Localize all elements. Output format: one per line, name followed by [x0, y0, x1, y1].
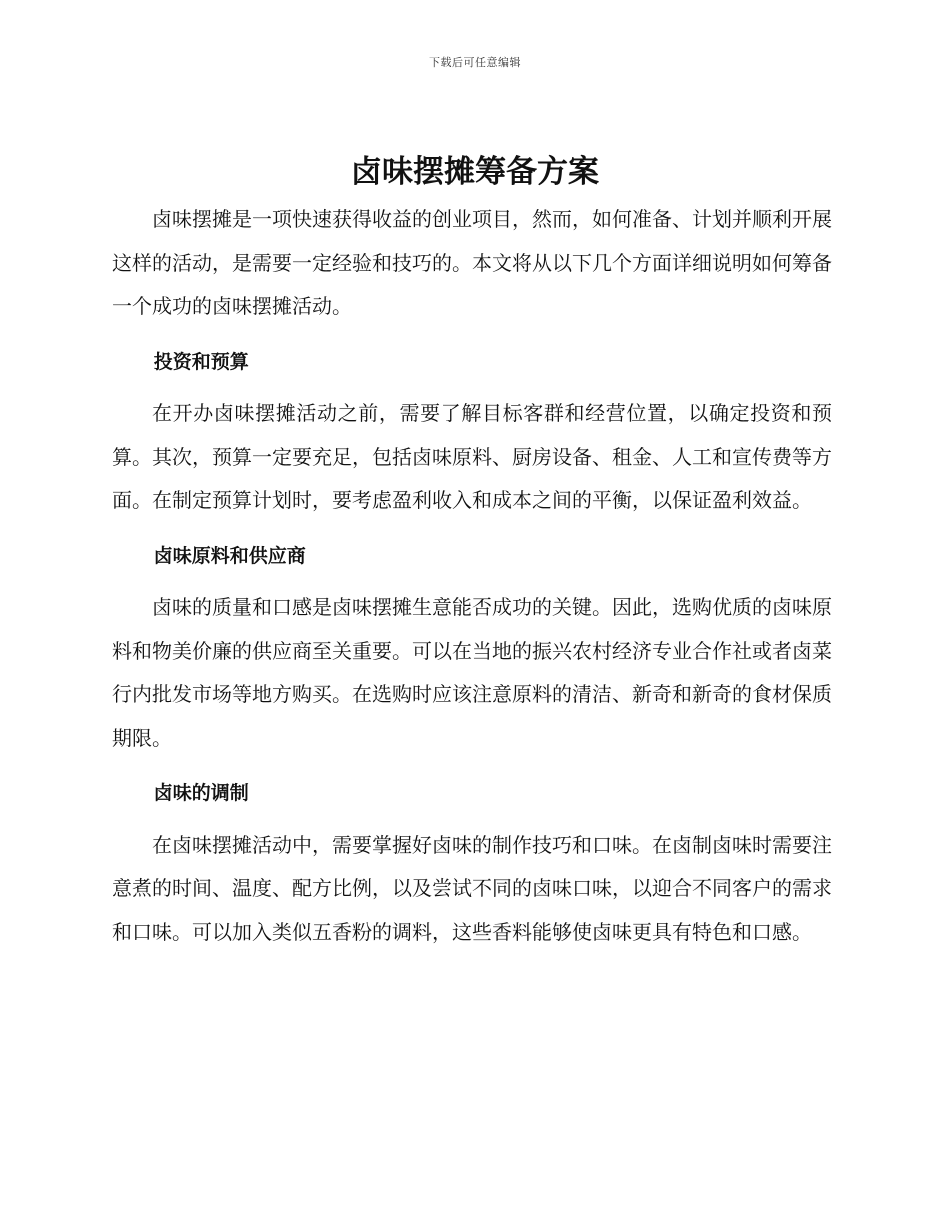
- page-header-note: 下载后可任意编辑: [429, 56, 521, 69]
- section-paragraph-investment: 在开办卤味摆摊活动之前，需要了解目标客群和经营位置，以确定投资和预算。其次，预算一定要充足，包括卤味原料、厨房设备、租金、人工和宣传费等方面。在制定预算计划时，要考虑盈利收入和成本之间的平衡，以保证盈利效益。: [112, 401, 832, 512]
- document-body: [112, 198, 832, 954]
- section-heading-preparation: 卤味的调制: [153, 782, 249, 804]
- section-paragraph-preparation: 在卤味摆摊活动中，需要掌握好卤味的制作技巧和口味。在卤制卤味时需要注意煮的时间、温度、配方比例，以及尝试不同的卤味口味，以迎合不同客户的需求和口味。可以加入类似五香粉的调料，这些香料能够使卤味更具有特色和口感。: [112, 832, 832, 944]
- intro-paragraph: 卤味摆摊是一项快速获得收益的创业项目，然而，如何准备、计划并顺利开展这样的活动，是需要一定经验和技巧的。本文将从以下几个方面详细说明如何筹备一个成功的卤味摆摊活动。: [112, 207, 832, 318]
- section-heading-investment: 投资和预算: [153, 350, 249, 373]
- section-heading-ingredients: 卤味原料和供应商: [153, 544, 306, 567]
- document-title: 卤味摆摊筹备方案: [351, 154, 599, 190]
- section-paragraph-ingredients: 卤味的质量和口感是卤味摆摊生意能否成功的关键。因此，选购优质的卤味原料和物美价廉的供应商至关重要。可以在当地的振兴农村经济专业合作社或者卤菜行内批发市场等地方购买。在选购时应该注意原料的清洁、新奇和新奇的食材保质期限。: [112, 595, 832, 750]
